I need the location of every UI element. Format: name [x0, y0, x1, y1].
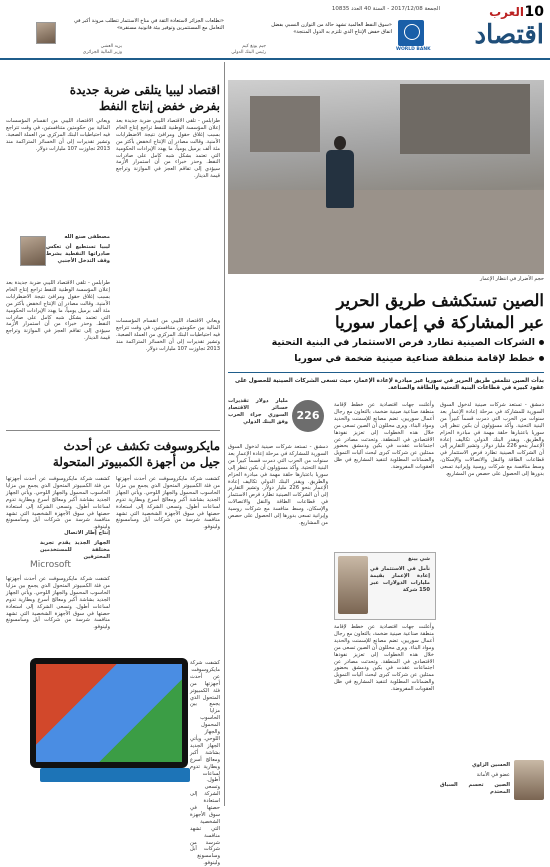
world-bank-label: WORLD BANK: [396, 47, 431, 52]
section-title: اقتصاد: [474, 20, 544, 50]
bullet-2-text: خطط لإقامة منطقة صناعية صينية ضخمة في سوريا: [294, 353, 535, 364]
main-headline: [228, 290, 544, 334]
columnist-title: عضو في الأمانة: [476, 772, 510, 778]
bullet-1-text: الشركات الصينية تطارد فرص الاستثمار في البنية التحتية: [271, 337, 535, 348]
divider: [6, 430, 220, 431]
columnist-photo: [514, 760, 544, 800]
main-lede: بدأت الصين تتلمس طريق الحرير في سوريا عبر مبادرة لإعادة الإعمار، حيث تسعى الشركات الصينية للحصول على عقود كبيرة في قطاعات البنية التحتية والطاقة والصناعة.: [235, 378, 544, 392]
libya-side-quote: ليبيا تستطيع أن تعكس صادراتها النفطية بشرط وقف التدخل الأجنبي: [46, 244, 110, 264]
ruined-building-left: [250, 96, 320, 152]
photo-caption: حجم الأضرار في انتظار الإعمار: [480, 276, 544, 282]
ruined-building: [400, 84, 530, 154]
page-number: 10: [524, 4, 544, 20]
quote-label: شي بينغ: [408, 556, 430, 562]
microsoft-body-col-3: كشفت شركة مايكروسوفت عن أحدث أجهزتها من فئة الكمبيوتر المتحول الذي يجمع بين مزايا الحاسوب المحمول والجهاز اللوحي. ويأتي الجهاز الجديد بشاشة أكبر ومعالج أسرع وبطارية تدوم لساعات أطول. وتسعى الشركة إلى استعادة حصتها في سوق الأجهزة الشخصية التي تشهد منافسة شرسة من شركات آبل وسامسونغ ولينوفو.: [6, 576, 110, 631]
man-figure-head: [334, 136, 346, 150]
column-separator: [224, 62, 225, 806]
main-headline-line-2: عبر المشاركة في إعمار سوريا: [334, 313, 544, 332]
page-footer: [0, 812, 550, 825]
bullet-2: [228, 352, 544, 365]
microsoft-headline-line-2: جيل من أجهزة الكمبيوتر المتحولة: [52, 455, 220, 469]
teaser-left-author-photo: [36, 22, 56, 44]
libya-quote-label: مصطفى صنع الله: [64, 234, 110, 240]
main-body-col-2: وأعلنت جهات اقتصادية عن خطط لإقامة منطقة صناعية صينية ضخمة، بالتعاون مع رجال أعمال سوريين، تضم مصانع للإسمنت والحديد ومواد البناء. ويرى محللون أن الصين تسعى من خلال هذه الخطوات إلى تعزيز نفوذها الاقتصادي في المنطقة. وتحدثت مصادر عن اجتماعات عقدت في بكين ودمشق بحضور ممثلين عن شركات كبرى لبحث آليات التمويل والضمانات المطلوبة لتنفيذ المشاريع في ظل العقوبات المفروضة.: [334, 402, 434, 471]
brand-name: العرب: [489, 5, 524, 19]
bullet-icon: [539, 340, 544, 345]
teaser-right-quote: «سوق النفط العالمية تشهد حالة من التوازن النسبي بفضل اتفاق خفض الإنتاج الذي تلتزم به الدول المنتجة»: [271, 22, 392, 35]
tablet-keyboard: [40, 768, 190, 782]
microsoft-headline-line-1: مايكروسوفت تكشف عن أحدث: [63, 439, 220, 453]
globe-icon: [404, 24, 420, 40]
main-headline-line-1: الصين تستكشف طريق الحرير: [336, 291, 544, 310]
libya-quote-photo: [20, 236, 46, 266]
figure-text: مليار دولار تقديرات خسائر الاقتصاد السوري جراء الحرب وفق البنك الدولي: [228, 398, 288, 425]
microsoft-body-col-4: كشفت شركة مايكروسوفت عن أحدث أجهزتها من فئة الكمبيوتر المتحول الذي يجمع بين مزايا الحاسوب المحمول والجهاز اللوحي. ويأتي الجهاز الجديد بشاشة أكبر ومعالج أسرع وبطارية تدوم لساعات أطول. وتسعى الشركة إلى استعادة حصتها في سوق الأجهزة الشخصية التي تشهد منافسة شرسة من شركات آبل وسامسونغ ولينوفو.: [190, 660, 220, 867]
microsoft-body-col-2: كشفت شركة مايكروسوفت عن أحدث أجهزتها من فئة الكمبيوتر المتحول الذي يجمع بين مزايا الحاسوب المحمول والجهاز اللوحي. ويأتي الجهاز الجديد بشاشة أكبر ومعالج أسرع وبطارية تدوم لساعات أطول. وتسعى الشركة إلى استعادة حصتها في سوق الأجهزة الشخصية التي تشهد منافسة شرسة من شركات آبل وسامسونغ ولينوفو.: [6, 476, 110, 531]
microsoft-body-col-1: كشفت شركة مايكروسوفت عن أحدث أجهزتها من فئة الكمبيوتر المتحول الذي يجمع بين مزايا الحاسوب المحمول والجهاز اللوحي. ويأتي الجهاز الجديد بشاشة أكبر ومعالج أسرع وبطارية تدوم لساعات أطول. وتسعى الشركة إلى استعادة حصتها في سوق الأجهزة الشخصية التي تشهد منافسة شرسة من شركات آبل وسامسونغ ولينوفو.: [116, 476, 220, 531]
dateline: الجمعة 2017/12/08 - السنة 40 العدد 10835: [331, 6, 440, 12]
libya-headline-line-1: اقتصاد ليبيا يتلقى ضربة جديدة: [69, 83, 220, 97]
quote-author-photo: [338, 556, 368, 614]
rubble-ground: [228, 190, 544, 274]
columnist-name: الحسين الزاوي: [471, 762, 510, 768]
tablet-screen: [36, 664, 182, 762]
libya-headline: [6, 82, 220, 114]
divider: [228, 372, 544, 373]
microsoft-side-label: إنتاج إطار الاتصال: [64, 530, 110, 536]
teaser-left-author: يزيد العشي: [100, 44, 122, 49]
man-figure: [326, 150, 354, 208]
microsoft-headline: [6, 438, 220, 470]
libya-headline-line-2: بفرض خفض إنتاج النفط: [98, 99, 220, 113]
teaser-left-role: وزير المالية الجزائري: [82, 50, 122, 55]
libya-body-col-3: طرابلس - تلقى الاقتصاد الليبي ضربة جديدة بعد إعلان المؤسسة الوطنية للنفط تراجع إنتاج الخام بسبب إغلاق حقول ومرافئ نتيجة الاضطرابات الأمنية. وقالت مصادر إن الإنتاج انخفض بأكثر من مئة ألف برميل يومياً، ما يهدد الإيرادات الحكومية التي تعتمد بشكل شبه كامل على صادرات النفط. وحذر خبراء من أن استمرار الأزمة سيؤدي إلى تفاقم العجز في الموازنة وتراجع قيمة الدينار.: [6, 280, 110, 342]
teaser-right-role: رئيس البنك الدولي: [231, 50, 266, 55]
teaser-left-quote: «تطلعات الجزائر لاستعادة الثقة في مناخ الاستثمار تتطلب مرونة أكبر في التعامل مع المستثمرين وتوفير بيئة قانونية مستقرة»: [73, 18, 224, 31]
main-body-col-2b: وأعلنت جهات اقتصادية عن خطط لإقامة منطقة صناعية صينية ضخمة، بالتعاون مع رجال أعمال سوريين، تضم مصانع للإسمنت والحديد ومواد البناء. ويرى محللون أن الصين تسعى من خلال هذه الخطوات إلى تعزيز نفوذها الاقتصادي في المنطقة. وتحدثت مصادر عن اجتماعات عقدت في بكين ودمشق بحضور ممثلين عن شركات كبرى لبحث آليات التمويل والضمانات المطلوبة لتنفيذ المشاريع في ظل العقوبات المفروضة.: [334, 624, 434, 693]
main-body-col-3: دمشق - تستعد شركات صينية لدخول السوق السورية للمشاركة في مرحلة إعادة الإعمار بعد سنوات من الحرب التي دمرت قسماً كبيراً من البنية التحتية. وأكد مسؤولون أن بكين تنظر إلى سوريا باعتبارها حلقة مهمة في مبادرة الحزام والطريق. ويقدر البنك الدولي تكاليف إعادة الإعمار بنحو 226 مليار دولار. وتشير التقارير إلى أن الشركات الصينية تطارد فرص الاستثمار في قطاعات الطاقة والنقل والاتصالات والإسكان، وسط منافسة مع شركات روسية وإيرانية تسعى بدورها إلى الحصول على حصص من المشاريع.: [228, 444, 329, 526]
bullet-icon: [539, 356, 544, 361]
quote-text: نأمل في الاستثمار في إعادة الإعمار بقيمة مليارات الدولارات عبر 150 شركة: [370, 566, 430, 593]
libya-body-col-1: طرابلس - تلقى الاقتصاد الليبي ضربة جديدة بعد إعلان المؤسسة الوطنية للنفط تراجع إنتاج الخام بسبب إغلاق حقول ومرافئ نتيجة الاضطرابات الأمنية. وقالت مصادر إن الإنتاج انخفض بأكثر من مئة ألف برميل يومياً، ما يهدد الإيرادات الحكومية التي تعتمد بشكل شبه كامل على صادرات النفط. وحذر خبراء من أن استمرار الأزمة سيؤدي إلى تفاقم العجز في الموازنة وتراجع قيمة الدينار.: [116, 118, 220, 180]
microsoft-side-quote: الجهاز الجديد يقدم تجربة مختلفة للمستخدمين المحترفين: [40, 540, 110, 560]
libya-body-col-4: ويعاني الاقتصاد الليبي من انقسام المؤسسات المالية بين حكومتين متنافستين، في وقت تتراجع فيه احتياطيات البنك المركزي من العملة الصعبة. وتشير تقديرات إلى أن الخسائر المتراكمة منذ 2013 تجاوزت 107 مليارات دولار.: [116, 318, 220, 352]
bullet-1: [228, 336, 544, 349]
main-body-col-1: دمشق - تستعد شركات صينية لدخول السوق السورية للمشاركة في مرحلة إعادة الإعمار بعد سنوات من الحرب التي دمرت قسماً كبيراً من البنية التحتية. وأكد مسؤولون أن بكين تنظر إلى سوريا باعتبارها حلقة مهمة في مبادرة الحزام والطريق. ويقدر البنك الدولي تكاليف إعادة الإعمار بنحو 226 مليار دولار. وتشير التقارير إلى أن الشركات الصينية تطارد فرص الاستثمار في قطاعات الطاقة والنقل والاتصالات والإسكان، وسط منافسة مع شركات روسية وإيرانية تسعى بدورها إلى الحصول على حصص من المشاريع.: [440, 402, 544, 478]
libya-body-col-2: ويعاني الاقتصاد الليبي من انقسام المؤسسات المالية بين حكومتين متنافستين، في وقت تتراجع فيه احتياطيات البنك المركزي من العملة الصعبة. وتشير تقديرات إلى أن الخسائر المتراكمة منذ 2013 تجاوزت 107 مليارات دولار.: [6, 118, 110, 152]
teaser-right-author: جيم يونغ كيم: [242, 44, 266, 49]
columnist-teaser: الصين تحسم السباق المحتدم: [440, 782, 510, 795]
figure-badge: 226: [292, 400, 324, 432]
microsoft-logo: Microsoft: [30, 560, 71, 570]
